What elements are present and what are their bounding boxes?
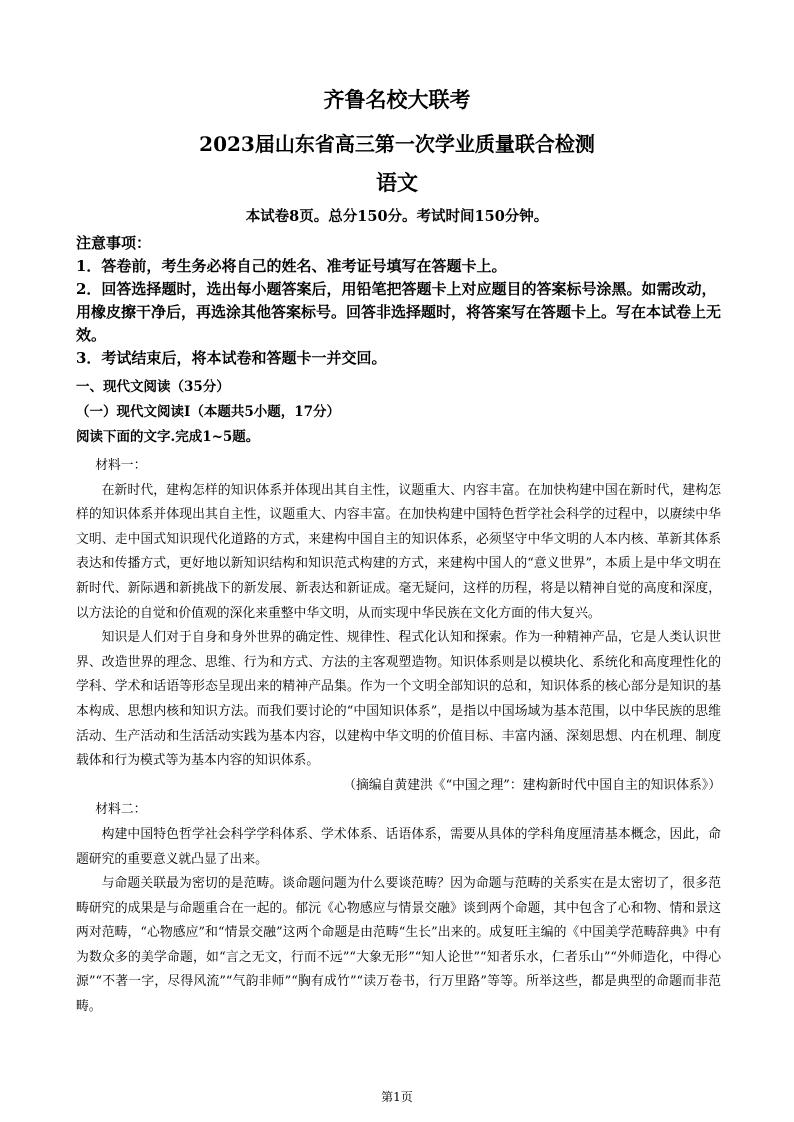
- subject-title: 语文: [376, 170, 418, 195]
- exam-main-title: 2023届山东省高三第一次学业质量联合检测: [199, 132, 595, 156]
- notes-section: [76, 232, 726, 370]
- notes-item-2: 2．回答选择题时，选出每小题答案后，用铅笔把答题卡上对应题目的答案标号涂黑。如需改动，用橡皮擦干净后，再选涂其他答案标号。回答非选择题时，将答案写在答题卡上。写在本试卷上无效。: [76, 280, 722, 344]
- notes-item-1: 1．答卷前，考生务必将自己的姓名、准考证号填写在答题卡上。: [76, 257, 507, 275]
- notes-item-3: 3．考试结束后，将本试卷和答题卡一并交回。: [76, 349, 387, 367]
- material-2-paragraph-2: 与命题关联最为密切的是范畴。谈命题问题为什么要谈范畴？因为命题与范畴的关系实在是太密切了，很多范畴研究的成果是与命题重合在一起的。郁沅《心物感应与情景交融》谈到两个命题，其中包含了心和物、情和景这两对范畴，“心物感应”和“情景交融”这两个命题是由范畴“生长”出来的。成复旺主编的《中国美学范畴辞典》中有为数众多的美学命题，如“言之无文，行而不远”“大象无形”“知人论世”“知者乐水，仁者乐山”“外师造化，中得心源”“不著一字，尽得风流”“气韵非师”“胸有成竹”“读万卷书，行万里路”等等。所举这些，都是典型的命题而非范畴。: [76, 876, 721, 1015]
- material-1-paragraph-1: 在新时代，建构怎样的知识体系并体现出其自主性，议题重大、内容丰富。在加快构建中国在新时代，建构怎样的知识体系并体现出其自主性，议题重大、内容丰富。在加快构建中国特色哲学社会科学的过程中，以赓续中华文明、走中国式知识现代化道路的方式，来建构中国自主的知识体系，必须坚守中华文明的人本内核、革新其体系表达和传播方式，更好地以新知识结构和知识范式构建的方式，来建构中国人的“意义世界”，本质上是中华文明在新时代、新际遇和新挑战下的新发展、新表达和新证成。毫无疑问，这样的历程，将是以精神自觉的高度和深度，以方法论的自觉和价值观的深化来重整中华文明，从而实现中华民族在文化方面的伟大复兴。: [76, 482, 721, 621]
- material-1-source: （摘编自黄建洪《“中国之理”：建构新时代中国自主的知识体系》）: [343, 777, 721, 793]
- material-2-paragraph-1: 构建中国特色哲学社会科学学科体系、学术体系、话语体系，需要从具体的学科角度厘清基本概念，因此，命题研究的重要意义就凸显了出来。: [76, 826, 721, 867]
- material-1-label: 材料一：: [95, 458, 147, 473]
- part-heading: 一、现代文阅读（35分）: [76, 379, 230, 395]
- material-2-label: 材料二：: [95, 802, 147, 818]
- material-1-paragraph-2: 知识是人们对于自身和身外世界的确定性、规律性、程式化认知和探索。作为一种精神产品，它是人类认识世界、改造世界的理念、思维、行为和方式、方法的主客观塑造物。知识体系则是以模块化、系统化和高度理性化的学科、学术和话语等形态呈现出来的精神产品集。作为一个文明全部知识的总和，知识体系的核心部分是知识的基本构成、思想内核和知识方法。而我们要讨论的“中国知识体系”，是指以中国场域为基本范围，以中华民族的思维活动、生产活动和生活活动实践为基本内容，以建构中华文明的价值目标、丰富内涵、深刻思想、内在机理、制度载体和行为模式等为基本内容的知识体系。: [76, 630, 721, 769]
- reading-passage: [76, 454, 721, 1020]
- notes-heading: 注意事项：: [76, 234, 152, 252]
- subpart-heading: （一）现代文阅读I（本题共5小题，17分）: [76, 404, 340, 420]
- exam-info: 本试卷8页。总分150分。考试时间150分钟。: [245, 208, 549, 225]
- reading-instruction: 阅读下面的文字.完成1~5题。: [76, 429, 260, 445]
- page-number: 第1页: [381, 1090, 413, 1104]
- exam-alliance-title: 齐鲁名校大联考: [323, 87, 471, 112]
